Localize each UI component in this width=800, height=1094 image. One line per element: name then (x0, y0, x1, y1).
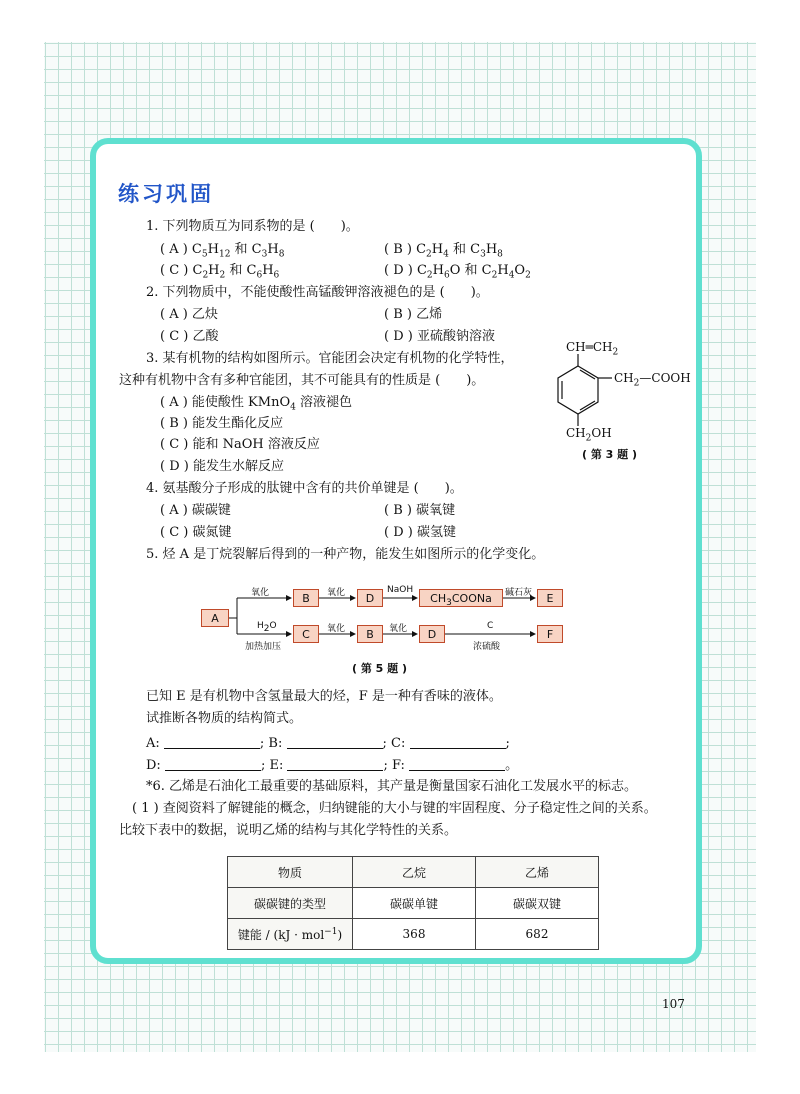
q6-stem: *6. 乙烯是石油化工最重要的基础原料，其产量是衡量国家石油化工发展水平的标志。 (146, 779, 638, 794)
label-oxidation-3: 氧化 (327, 624, 346, 634)
label-oxidation-1: 氧化 (251, 588, 270, 598)
table-cell: 368 (353, 919, 476, 950)
ring-hexagon (558, 366, 598, 414)
q6-part1-line2: 比较下表中的数据，说明乙烯的结构与其化学特性的关系。 (119, 823, 458, 838)
label-reagent-c: C (487, 621, 494, 631)
page-margin-bottom (0, 1052, 800, 1094)
q3-structure-diagram (540, 340, 700, 450)
table-cell: 键能 / (kJ · mol$^{-1}$) (228, 919, 353, 950)
q3-option-d: ( D ) 能发生水解反应 (160, 459, 284, 474)
q5-infer: 试推断各物质的结构简式。 (146, 711, 303, 726)
q3-stem-line2: 这种有机物中含有多种官能团，其不可能具有的性质是 ( )。 (119, 373, 485, 388)
benzene-ring (540, 340, 700, 450)
q4-option-a: ( A ) 碳碳键 (160, 503, 231, 518)
table-header-row (228, 857, 599, 888)
hydroxymethyl-label: $CH_2OH$ (566, 426, 612, 444)
q5-caption: ( 第 5 题 ) (352, 662, 408, 675)
q1-stem: 1. 下列物质互为同系物的是 ( )。 (146, 219, 359, 234)
page-margin-left (0, 0, 44, 1094)
q5-stem: 5. 烃 A 是丁烷裂解后得到的一种产物，能发生如图所示的化学变化。 (146, 547, 545, 562)
q4-option-c: ( C ) 碳氮键 (160, 525, 232, 540)
answer-blank-d[interactable] (165, 756, 261, 771)
q4-option-d: ( D ) 碳氢键 (384, 525, 456, 540)
label-naoh: NaOH (387, 585, 414, 595)
q2-option-a: ( A ) 乙炔 (160, 307, 218, 322)
q1-option-a: ( A ) $C_5H_{12}$ 和 $C_3H_8$ (160, 242, 285, 260)
q5-blanks-row1: A: ; B: ; C: ; (146, 736, 510, 751)
node-d: D (357, 589, 383, 607)
q4-option-b: ( B ) 碳氧键 (384, 503, 456, 518)
node-a: A (201, 609, 229, 627)
node-d2: D (419, 625, 445, 643)
side-chain-label: $CH_2—COOH$ (614, 371, 691, 389)
table-header-cell: 物质 (228, 857, 353, 888)
label-oxidation-2: 氧化 (327, 588, 346, 598)
q5-known: 已知 E 是有机物中含氢量最大的烃，F 是一种有香味的液体。 (146, 689, 502, 704)
answer-blank-c[interactable] (410, 734, 506, 749)
page-margin-top (0, 0, 800, 42)
q4-stem: 4. 氨基酸分子形成的肽键中含有的共价单键是 ( )。 (146, 481, 463, 496)
q2-option-c: ( C ) 乙酸 (160, 329, 219, 344)
table-cell: 碳碳双键 (476, 888, 599, 919)
answer-blank-a[interactable] (164, 734, 260, 749)
node-b2: B (357, 625, 383, 643)
page-margin-right (756, 0, 800, 1094)
node-c: C (293, 625, 319, 643)
label-oxidation-4: 氧化 (389, 624, 408, 634)
q5-blanks-row2: D: ; E: ; F: 。 (146, 758, 519, 773)
answer-blank-b[interactable] (287, 734, 383, 749)
q2-option-d: ( D ) 亚硫酸钠溶液 (384, 329, 495, 344)
table-header-cell: 乙烯 (476, 857, 599, 888)
bond-energy-table (227, 856, 599, 950)
node-ch3coona: $CH_3COONa$ (419, 589, 503, 607)
section-title: 练习巩固 (118, 182, 214, 206)
node-b: B (293, 589, 319, 607)
node-e: E (537, 589, 563, 607)
q3-caption: ( 第 3 题 ) (582, 448, 638, 461)
table-cell: 碳碳单键 (353, 888, 476, 919)
vinyl-group-label: $CH═CH_2$ (566, 340, 619, 358)
label-conc-sulfuric-acid: 浓硫酸 (473, 642, 501, 652)
answer-blank-e[interactable] (287, 756, 383, 771)
table-cell: 碳碳键的类型 (228, 888, 353, 919)
label-soda-lime: 碱石灰 (505, 588, 533, 598)
table-cell: 682 (476, 919, 599, 950)
page-number: 107 (662, 997, 685, 1011)
q1-option-d: ( D ) $C_2H_6O$ 和 $C_2H_4O_2$ (384, 263, 531, 281)
q3-option-c: ( C ) 能和 NaOH 溶液反应 (160, 437, 320, 452)
q1-option-c: ( C ) $C_2H_2$ 和 $C_6H_6$ (160, 263, 280, 281)
q6-part1-line1: ( 1 ) 查阅资料了解键能的概念，归纳键能的大小与键的牢固程度、分子稳定性之间的关系。 (132, 801, 657, 816)
q3-stem-line1: 3. 某有机物的结构如图所示。官能团会决定有机物的化学特性， (146, 351, 514, 366)
q3-option-a: ( A ) 能使酸性 KMnO$_4$ 溶液褪色 (160, 395, 352, 413)
q3-option-b: ( B ) 能发生酯化反应 (160, 416, 284, 431)
node-f: F (537, 625, 563, 643)
answer-blank-f[interactable] (409, 756, 505, 771)
table-row (228, 888, 599, 919)
table-header-cell: 乙烷 (353, 857, 476, 888)
label-heat-pressure: 加热加压 (245, 642, 282, 652)
q2-option-b: ( B ) 乙烯 (384, 307, 443, 322)
q1-option-b: ( B ) $C_2H_4$ 和 $C_3H_8$ (384, 242, 503, 260)
label-water: $H_2O$ (257, 621, 277, 634)
table-row (228, 919, 599, 950)
q5-reaction-flow (195, 578, 575, 658)
q2-stem: 2. 下列物质中，不能使酸性高锰酸钾溶液褪色的是 ( )。 (146, 285, 489, 300)
